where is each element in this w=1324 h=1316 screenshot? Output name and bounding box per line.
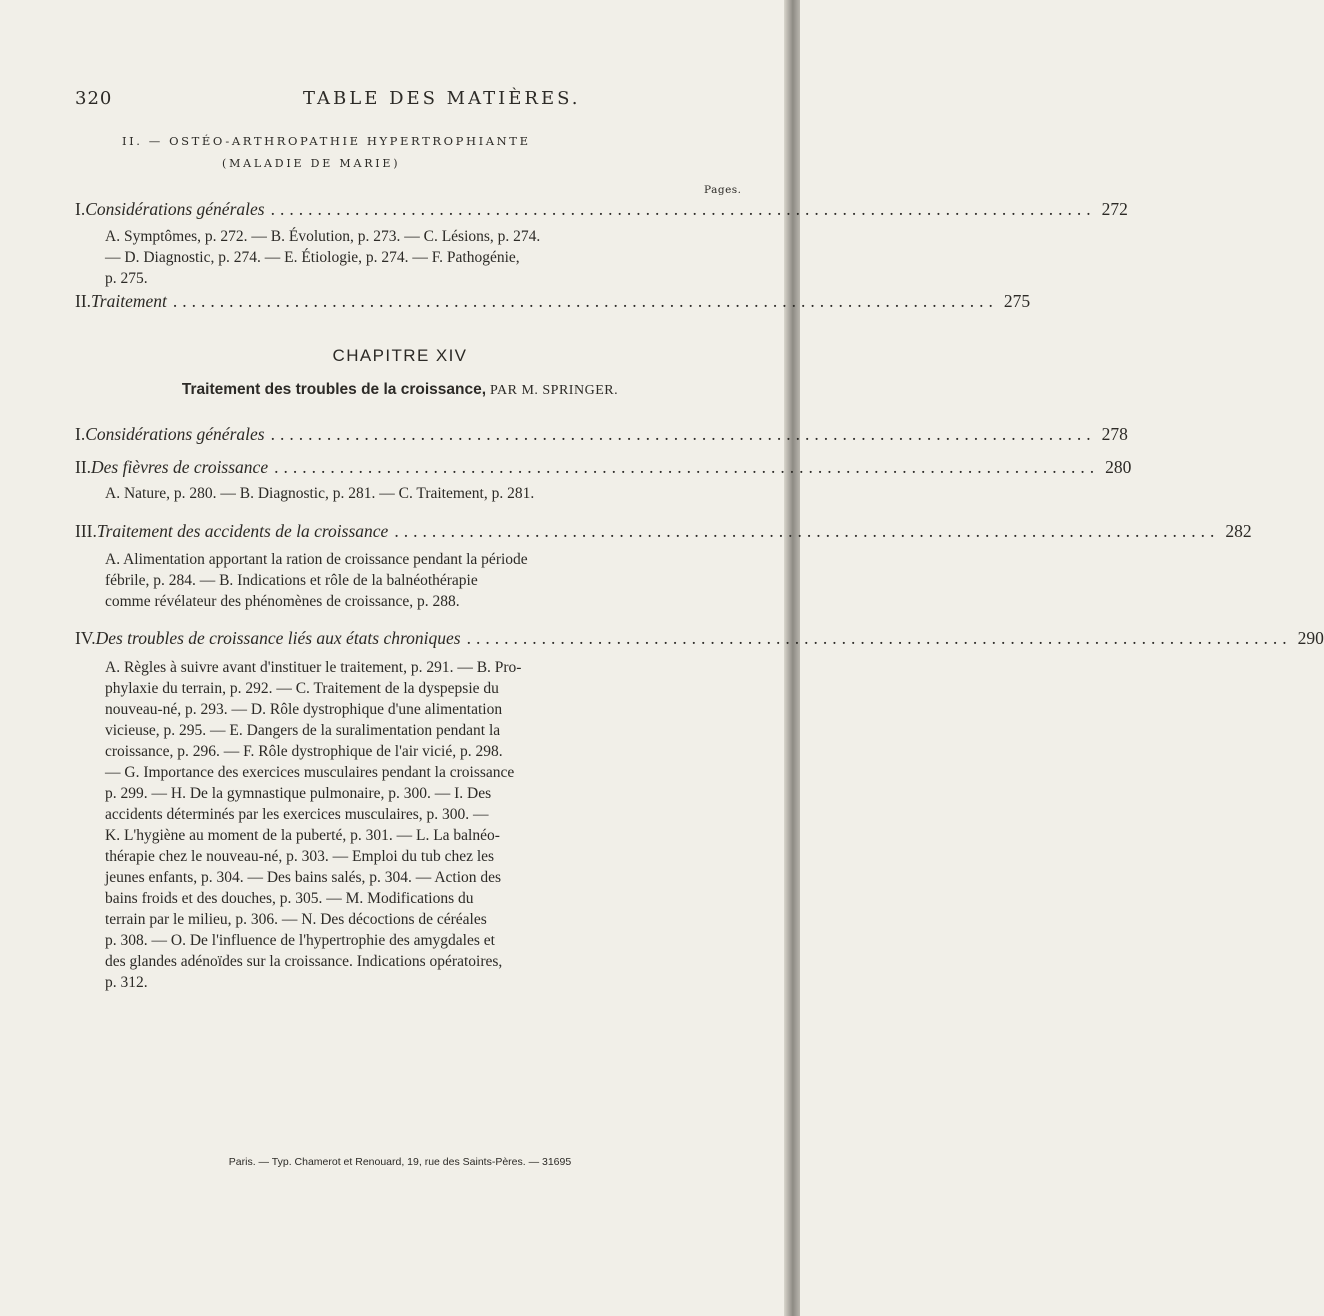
dot-leader: ........................................................................................ xyxy=(466,628,1292,648)
dot-leader: ........................................................................................ xyxy=(394,521,1220,541)
toc-entry[interactable] xyxy=(75,424,1128,445)
description-line: p. 308. — O. De l'influence de l'hypertrophie des amygdales et xyxy=(105,932,495,949)
description-line: nouveau-né, p. 293. — D. Rôle dystrophique d'une alimentation xyxy=(105,701,503,718)
toc-entry-description xyxy=(105,226,733,289)
toc-entry-number: I. xyxy=(75,424,86,444)
chapter-subtitle xyxy=(0,381,800,399)
description-line: K. L'hygiène au moment de la puberté, p. 301. — L. La balnéo- xyxy=(105,827,500,844)
description-line: A. Règles à suivre avant d'instituer le traitement, p. 291. — B. Pro- xyxy=(105,659,522,676)
dot-leader: ........................................................................................ xyxy=(172,291,998,311)
toc-entry[interactable] xyxy=(75,199,1128,220)
toc-entry-page: 272 xyxy=(1101,199,1128,219)
toc-entry[interactable] xyxy=(75,457,1132,478)
description-line: phylaxie du terrain, p. 292. — C. Traitement de la dyspepsie du xyxy=(105,680,499,697)
toc-entry-title: Traitement xyxy=(91,291,167,311)
description-line: comme révélateur des phénomènes de croissance, p. 288. xyxy=(105,593,460,610)
dot-leader: ........................................................................................ xyxy=(270,199,1096,219)
pages-column-label: Pages. xyxy=(704,184,742,196)
toc-entry-number: III. xyxy=(75,521,97,541)
chapter-subtitle-text: Traitement des troubles de la croissance, xyxy=(181,381,486,398)
description-line: p. 275. xyxy=(105,270,148,287)
description-line: — G. Importance des exercices musculaires pendant la croissance xyxy=(105,764,515,781)
description-line: fébrile, p. 284. — B. Indications et rôle de la balnéothérapie xyxy=(105,572,478,589)
toc-entry-title: Des fièvres de croissance xyxy=(91,457,269,477)
toc-entry-number: I. xyxy=(75,199,86,219)
toc-entry-title: Des troubles de croissance liés aux états chroniques xyxy=(95,628,461,648)
description-line: p. 299. — H. De la gymnastique pulmonaire, p. 300. — I. Des xyxy=(105,785,492,802)
description-line: accidents déterminés par les exercices musculaires, p. 300. — xyxy=(105,806,489,823)
toc-entry-title: Considérations générales xyxy=(85,199,265,219)
printer-imprint: Paris. — Typ. Chamerot et Renouard, 19, rue des Saints-Pères. — 31695 xyxy=(228,1156,572,1168)
toc-entry-number: II. xyxy=(75,457,92,477)
page-edge xyxy=(784,0,800,1316)
toc-entry[interactable] xyxy=(75,291,1031,312)
toc-entry-number: IV. xyxy=(75,628,96,648)
running-title: TABLE DES MATIÈRES. xyxy=(303,88,581,109)
toc-entry-page: 282 xyxy=(1225,521,1252,541)
section-subheading: (MALADIE DE MARIE) xyxy=(222,157,401,170)
toc-entry[interactable] xyxy=(75,521,1252,542)
description-line: croissance, p. 296. — F. Rôle dystrophique de l'air vicié, p. 298. xyxy=(105,743,503,760)
page-number: 320 xyxy=(75,88,113,109)
toc-entry-page: 290 xyxy=(1297,628,1324,648)
toc-entry-page: 278 xyxy=(1101,424,1128,444)
dot-leader: ........................................................................................ xyxy=(274,457,1100,477)
section-heading: II. — OSTÉO-ARTHROPATHIE HYPERTROPHIANTE xyxy=(122,134,531,148)
description-line: A. Nature, p. 280. — B. Diagnostic, p. 281. — C. Traitement, p. 281. xyxy=(105,485,535,502)
toc-entry-page: 275 xyxy=(1003,291,1031,311)
toc-entry-title: Considérations générales xyxy=(85,424,265,444)
description-line: jeunes enfants, p. 304. — Des bains salés, p. 304. — Action des xyxy=(105,869,502,886)
description-line: thérapie chez le nouveau-né, p. 303. — Emploi du tub chez les xyxy=(105,848,495,865)
description-line: A. Symptômes, p. 272. — B. Évolution, p. 273. — C. Lésions, p. 274. xyxy=(105,228,541,245)
toc-entry-description xyxy=(105,657,733,993)
toc-entry-description xyxy=(105,549,733,612)
description-line: des glandes adénoïdes sur la croissance. Indications opératoires, xyxy=(105,953,503,970)
dot-leader: ........................................................................................ xyxy=(270,424,1096,444)
toc-entry-number: II. xyxy=(75,291,92,311)
description-line: A. Alimentation apportant la ration de croissance pendant la période xyxy=(105,551,528,568)
description-line: p. 312. xyxy=(105,974,148,991)
toc-entry[interactable] xyxy=(75,628,1324,649)
description-line: vicieuse, p. 295. — E. Dangers de la suralimentation pendant la xyxy=(105,722,501,739)
chapter-title: CHAPITRE XIV xyxy=(332,346,468,365)
description-line: — D. Diagnostic, p. 274. — E. Étiologie, p. 274. — F. Pathogénie, xyxy=(105,249,520,266)
toc-entry-page: 280 xyxy=(1105,457,1132,477)
description-line: bains froids et des douches, p. 305. — M. Modifications du xyxy=(105,890,474,907)
description-line: terrain par le milieu, p. 306. — N. Des décoctions de céréales xyxy=(105,911,487,928)
toc-entry-title: Traitement des accidents de la croissance xyxy=(96,521,389,541)
chapter-author: PAR M. SPRINGER. xyxy=(486,383,619,398)
toc-entry-description xyxy=(105,483,733,504)
